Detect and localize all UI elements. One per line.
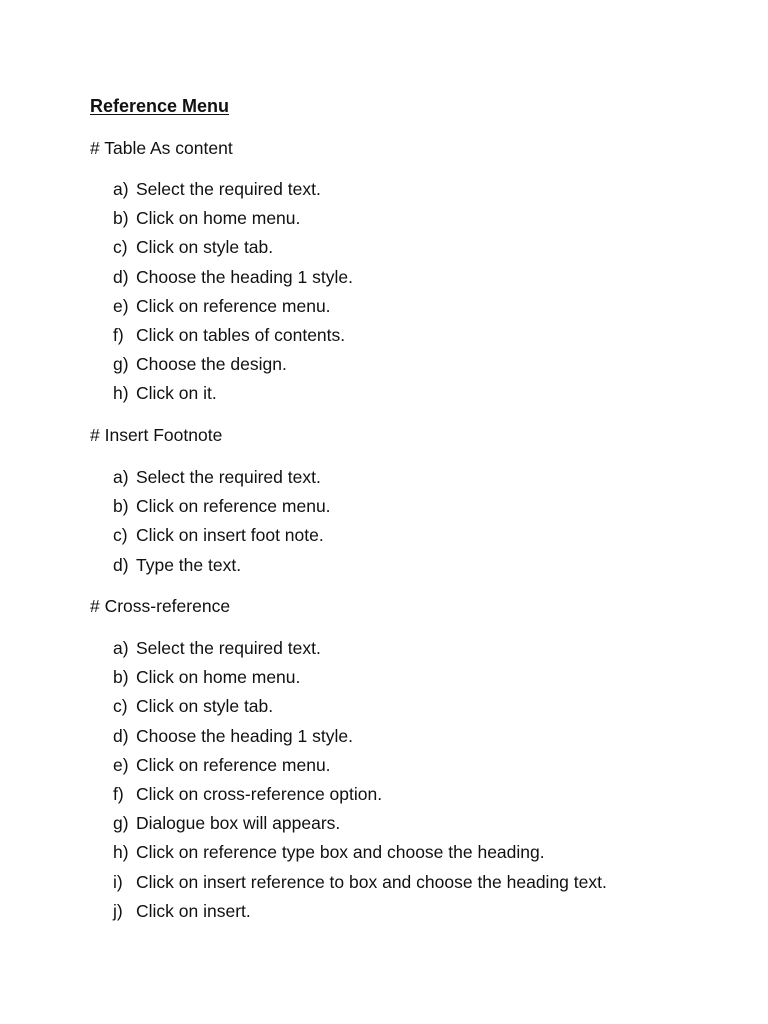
list-marker: g) [113,354,129,375]
list-item [113,870,607,899]
list-marker: c) [113,525,128,546]
list-item-text: Type the text. [136,554,242,575]
list-marker: f) [113,324,124,345]
list-item-text: Click on tables of contents. [136,324,346,345]
list-marker: d) [113,266,129,287]
list-item-text: Click on style tab. [136,237,274,258]
section-heading-table-of-contents: # Table As content [90,138,233,158]
list-item-text: Select the required text. [136,179,321,199]
list-marker: j) [113,900,123,921]
list-marker: g) [113,813,129,834]
list-marker: b) [113,667,129,688]
list-marker: d) [113,725,129,746]
list-item [113,265,353,294]
list-marker: a) [113,467,129,487]
list-item-text: Choose the heading 1 style. [136,725,353,746]
list-item-text: Click on insert. [136,900,251,921]
list-item-text: Click on insert reference to box and choose the heading text. [136,871,607,892]
list-item [113,782,607,811]
list-item [113,323,353,352]
list-item-text: Choose the design. [136,354,287,375]
list-item-text: Click on home menu. [136,208,301,229]
section-heading-cross-reference: # Cross-reference [90,596,231,616]
list-marker: i) [113,871,123,892]
list-marker: h) [113,383,129,404]
list-item-text: Click on it. [136,383,217,404]
list-item [113,381,353,410]
list-marker: e) [113,754,129,775]
list-item-text: Click on style tab. [136,696,274,717]
list-item [113,177,353,206]
list-item [113,235,353,264]
list-item [113,465,331,494]
steps-list-insert-footnote [113,465,331,582]
document-title: Reference Menu [90,96,230,116]
list-item [113,840,607,869]
list-item [113,206,353,235]
list-marker: f) [113,783,124,804]
list-marker: h) [113,842,129,863]
list-item [113,811,607,840]
list-item [113,753,607,782]
list-item [113,694,607,723]
list-marker: a) [113,638,129,658]
list-item-text: Dialogue box will appears. [136,813,341,834]
list-item-text: Click on reference menu. [136,754,331,775]
list-marker: c) [113,237,128,258]
list-item-text: Click on reference menu. [136,295,331,316]
list-item-text: Click on reference menu. [136,496,331,517]
section-heading-insert-footnote: # Insert Footnote [90,425,223,445]
list-item [113,352,353,381]
list-item [113,523,331,552]
list-item [113,494,331,523]
list-item-text: Click on insert foot note. [136,525,324,546]
list-marker: c) [113,696,128,717]
list-item-text: Click on reference type box and choose the heading. [136,842,545,863]
steps-list-table-of-contents [113,177,353,411]
list-item-text: Choose the heading 1 style. [136,266,353,287]
list-item [113,294,353,323]
list-marker: b) [113,496,129,517]
list-item [113,724,607,753]
list-item [113,899,607,928]
list-item-text: Select the required text. [136,467,321,487]
list-marker: d) [113,554,129,575]
list-item [113,636,607,665]
list-item-text: Click on home menu. [136,667,301,688]
list-item [113,553,331,582]
list-item-text: Select the required text. [136,638,321,658]
list-marker: b) [113,208,129,229]
list-item [113,665,607,694]
list-item-text: Click on cross-reference option. [136,783,383,804]
list-marker: a) [113,179,129,199]
list-marker: e) [113,295,129,316]
steps-list-cross-reference [113,636,607,928]
